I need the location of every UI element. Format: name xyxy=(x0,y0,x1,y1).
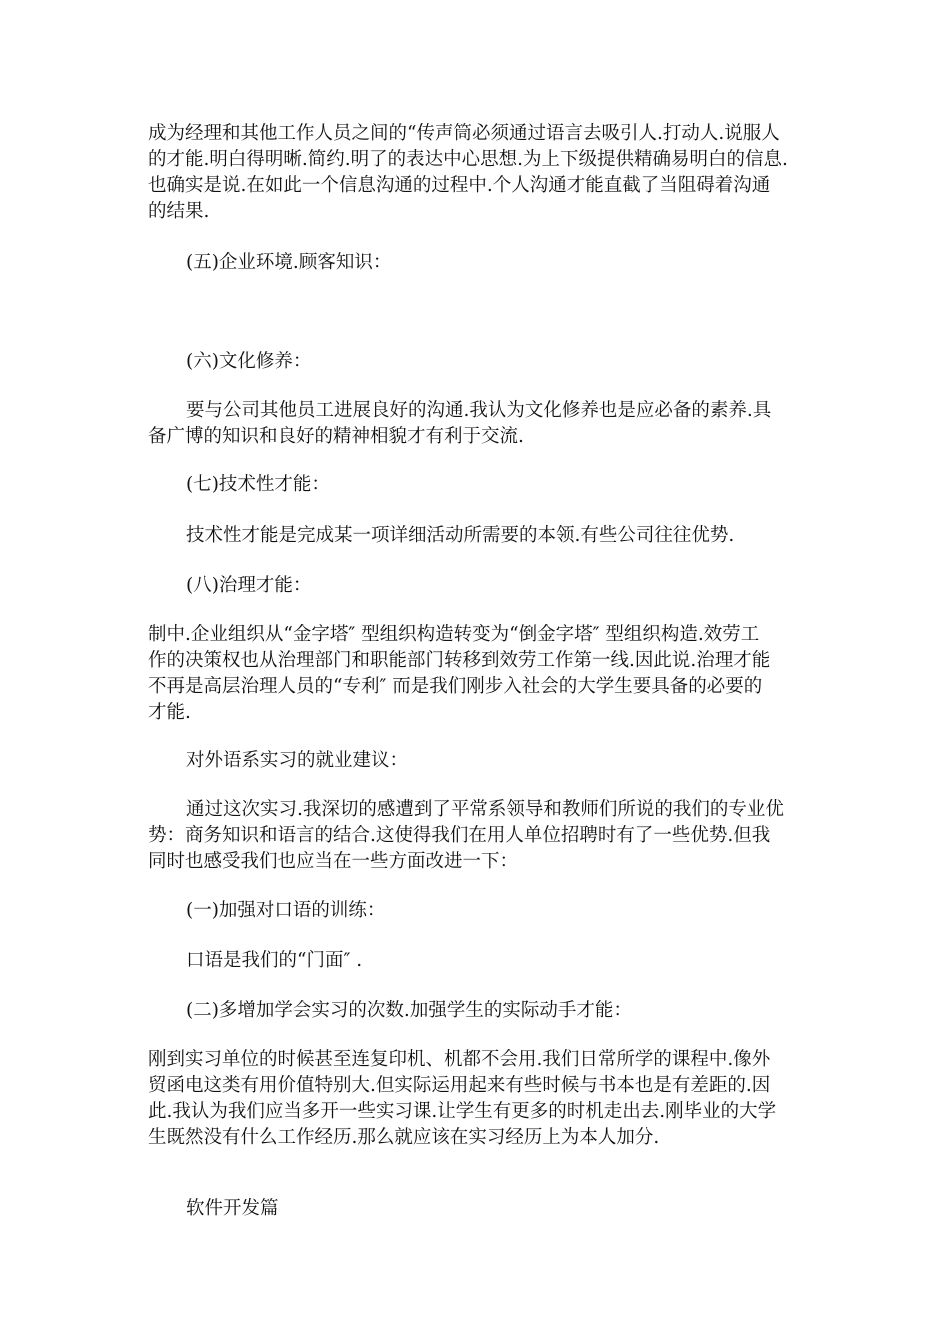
text-line: 同时也感受我们也应当在一些方面改进一下： xyxy=(148,851,519,872)
paragraph-oral xyxy=(186,948,846,974)
text-line: 通过这次实习.我深切的感遭到了平常系领导和教师们所说的我们的专业优 xyxy=(186,799,784,820)
text-line: 技术性才能是完成某一项详细活动所需要的本领.有些公司往往优势. xyxy=(186,525,735,546)
text-line: 口语是我们的“门面″ . xyxy=(186,950,363,971)
heading-technical-ability xyxy=(186,472,846,498)
heading-more-internships xyxy=(186,998,846,1024)
text-line: 不再是高层治理人员的“专利″ 而是我们刚步入社会的大学生要具备的必要的 xyxy=(148,676,763,697)
paragraph-communication xyxy=(148,121,808,225)
heading-text: (七)技术性才能： xyxy=(186,474,330,495)
text-line: 此.我认为我们应当多开一些实习课.让学生有更多的时机走出去.刚毕业的大学 xyxy=(148,1101,777,1122)
heading-text: 对外语系实习的就业建议： xyxy=(186,750,409,771)
text-line: 的结果. xyxy=(148,201,210,222)
paragraph-practical xyxy=(148,1047,808,1151)
paragraph-technical xyxy=(186,523,846,549)
text-line: 作的决策权也从治理部门和职能部门转移到效劳工作第一线.因此说.治理才能 xyxy=(148,650,771,671)
text-line: 要与公司其他员工进展良好的沟通.我认为文化修养也是应必备的素养.具 xyxy=(186,400,772,421)
text-line: 也确实是说.在如此一个信息沟通的过程中.个人沟通才能直截了当阻碍着沟通 xyxy=(148,175,771,196)
paragraph-internship-summary xyxy=(148,797,808,875)
paragraph-cultural xyxy=(148,398,808,450)
heading-text: 软件开发篇 xyxy=(186,1198,279,1219)
heading-text: (二)多增加学会实习的次数.加强学生的实际动手才能： xyxy=(186,1000,632,1021)
text-line: 备广博的知识和良好的精神相貌才有利于交流. xyxy=(148,426,524,447)
heading-oral-training xyxy=(186,898,846,924)
text-line: 势：商务知识和语言的结合.这使得我们在用人单位招聘时有了一些优势.但我 xyxy=(148,825,771,846)
heading-enterprise-environment xyxy=(186,250,846,276)
heading-text: (一)加强对口语的训练： xyxy=(186,900,386,921)
text-line: 成为经理和其他工作人员之间的“传声筒必须通过语言去吸引人.打动人.说服人 xyxy=(148,123,780,144)
text-line: 刚到实习单位的时候甚至连复印机、机都不会用.我们日常所学的课程中.像外 xyxy=(148,1049,771,1070)
paragraph-management xyxy=(148,622,808,726)
heading-text: (八)治理才能： xyxy=(186,575,312,596)
text-line: 的才能.明白得明晰.简约.明了的表达中心思想.为上下级提供精确易明白的信息. xyxy=(148,149,788,170)
text-line: 制中.企业组织从“金字塔″ 型组织构造转变为“倒金字塔″ 型组织构造.效劳工 xyxy=(148,624,760,645)
text-line: 才能. xyxy=(148,702,191,723)
text-line: 生既然没有什么工作经历.那么就应该在实习经历上为本人加分. xyxy=(148,1127,660,1148)
text-line: 贸函电这类有用价值特别大.但实际运用起来有些时候与书本也是有差距的.因 xyxy=(148,1075,771,1096)
heading-text: (六)文化修养： xyxy=(186,351,312,372)
heading-management-ability xyxy=(186,573,846,599)
heading-cultural-accomplishment xyxy=(186,349,846,375)
heading-software-development xyxy=(186,1196,846,1222)
heading-employment-suggestions xyxy=(186,748,846,774)
heading-text: (五)企业环境.顾客知识： xyxy=(186,252,392,273)
